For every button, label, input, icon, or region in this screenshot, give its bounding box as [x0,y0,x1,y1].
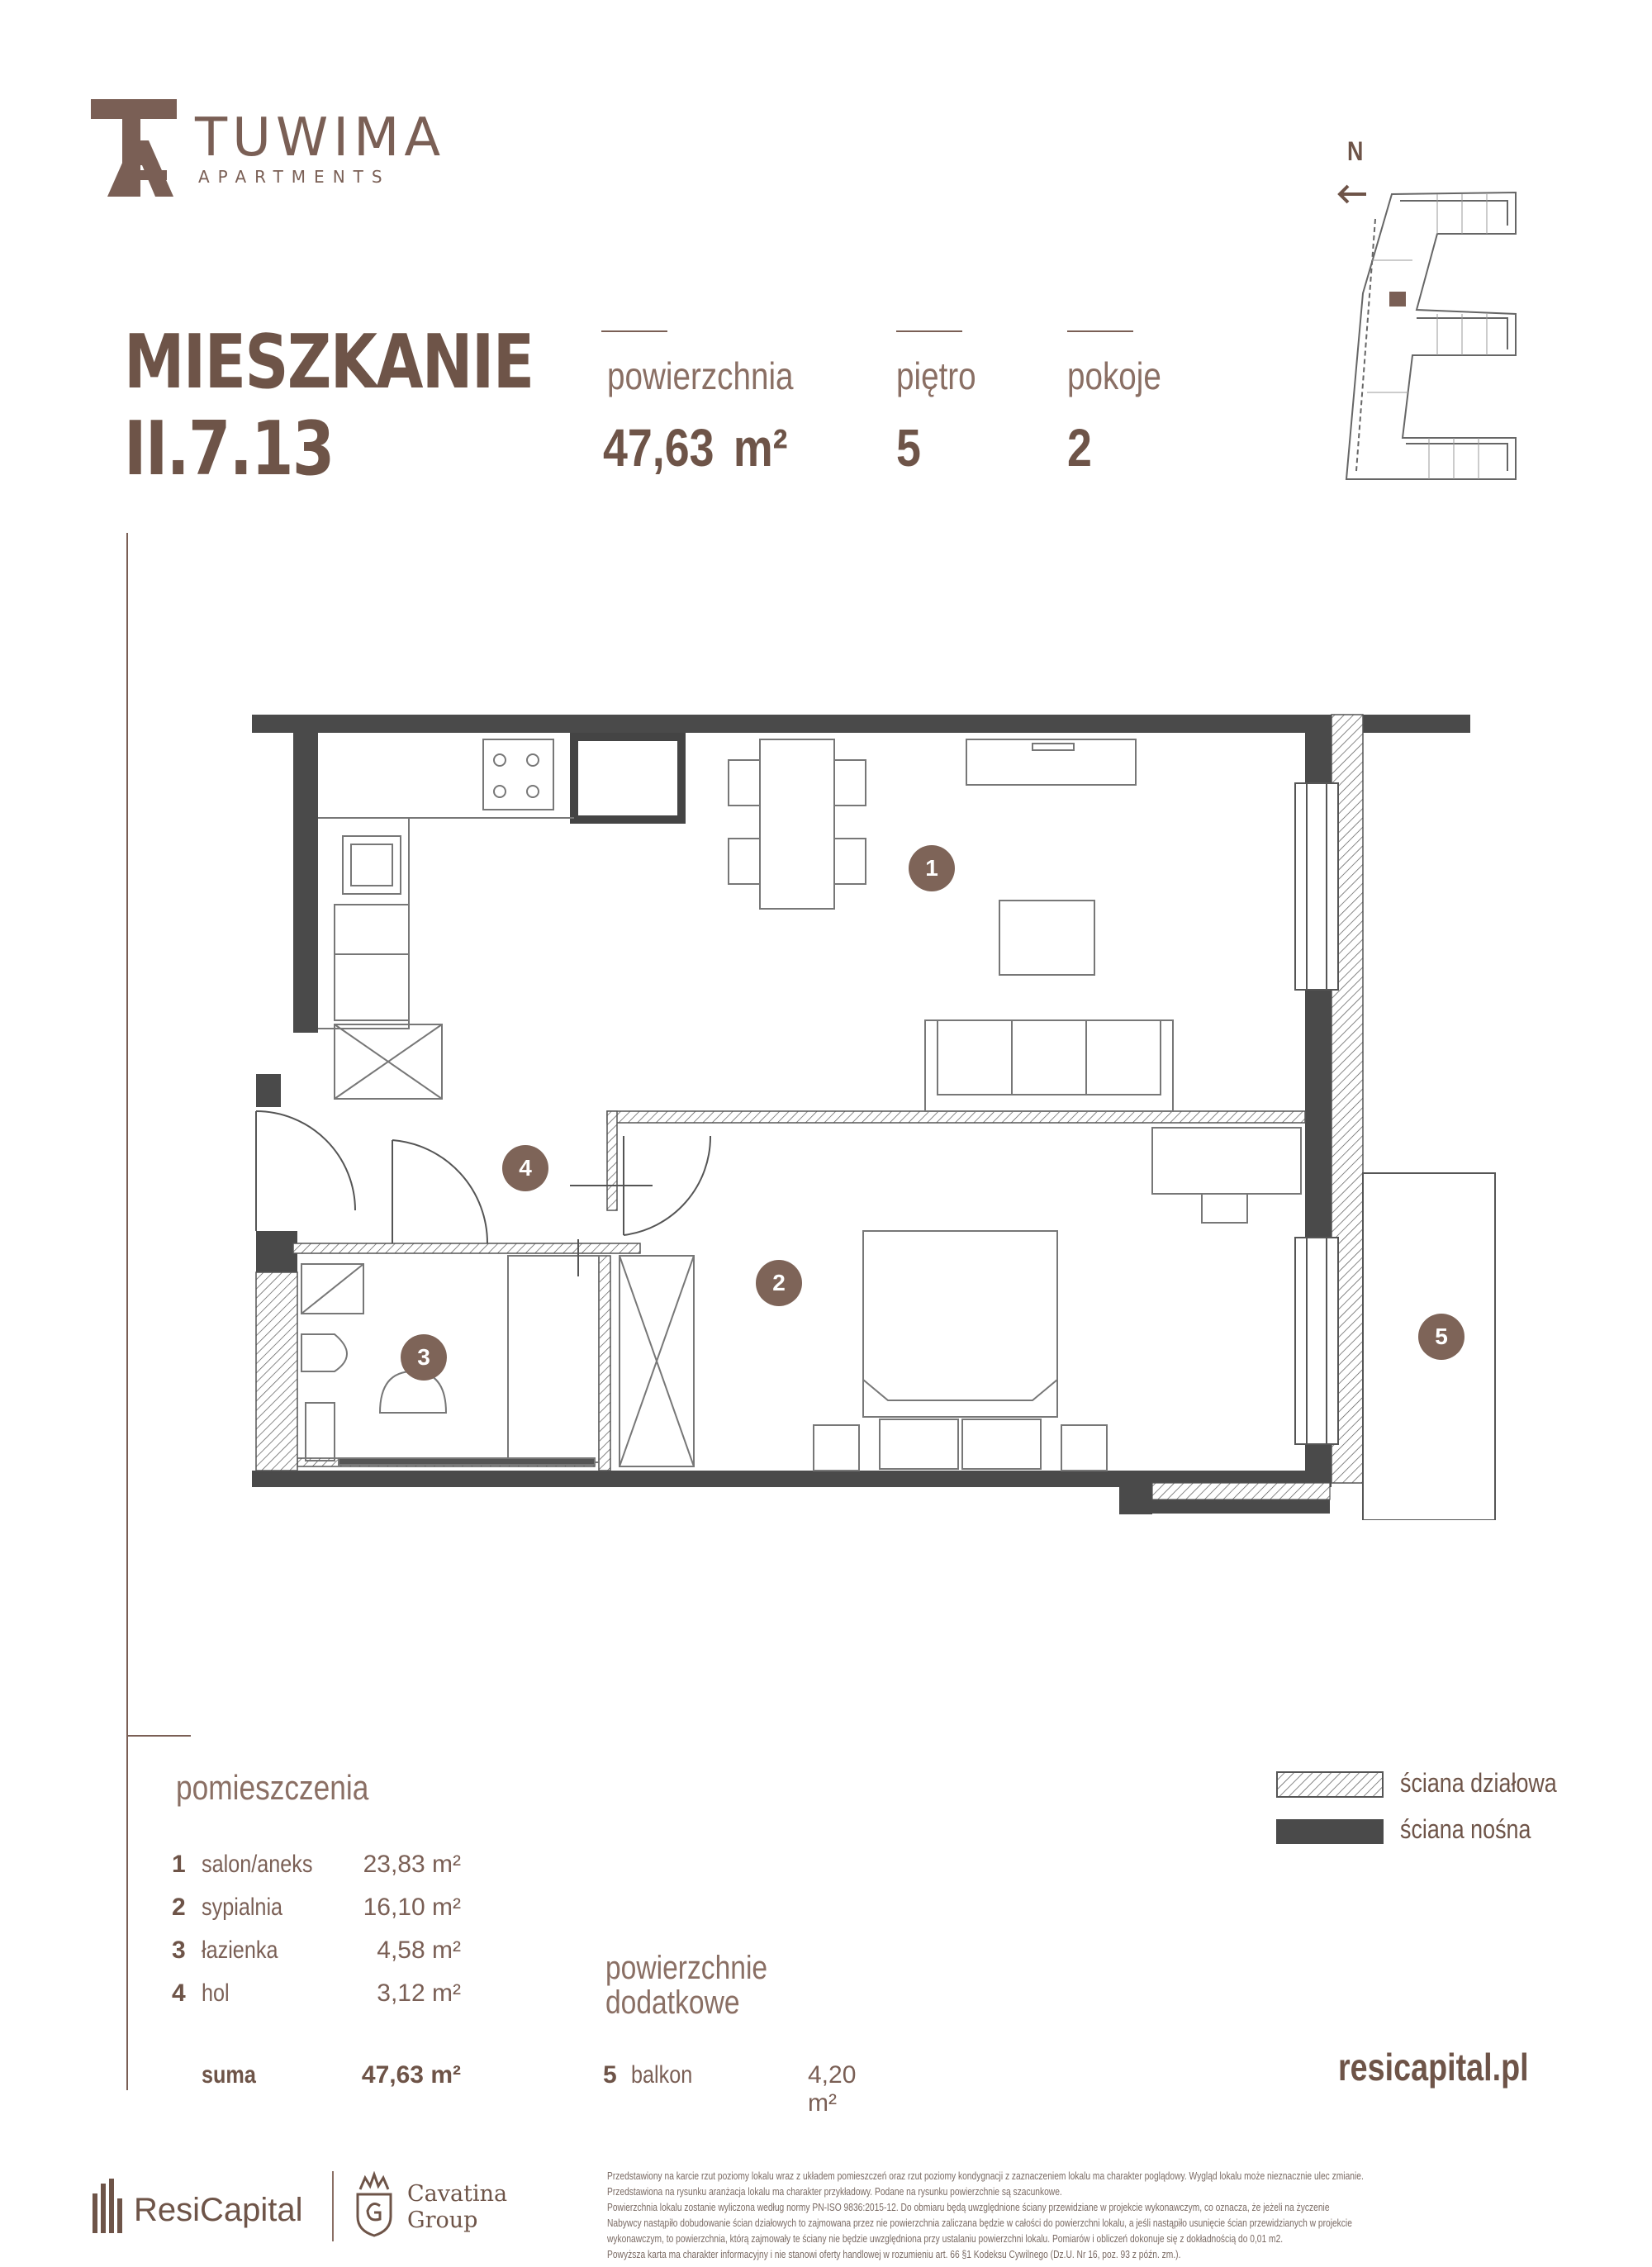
stat-rooms-label: pokoje [1067,354,1161,397]
room-badge-4 [502,1145,548,1191]
room-num: 1 [172,1851,186,1878]
room-badge-label: 1 [925,855,938,881]
sum-value: 47,63 m² [361,2061,461,2089]
stat-floor-label: piętro [896,354,976,397]
room-area: 3,12 m² [377,1979,461,2007]
resicapital-mark-icon [91,2177,124,2235]
room-area: 4,58 m² [377,1937,461,1964]
footer-divider [332,2171,334,2241]
room-name: hol [202,1979,230,2007]
resicapital-logo [91,2177,314,2235]
room-name: sypialnia [202,1894,283,1921]
disclaimer-line: Przedstawiony na karcie rzut poziomy lokalu wraz z układem pomieszczeń oraz rzut poziomy kondygnacji z zaznaczeniem lokalu ma charakter poglądowy. Wygląd lokalu może nieznacznie ulec zmianie. [607,2170,1364,2182]
solid-wall-swatch [1276,1819,1384,1844]
tuwima-logo [91,99,446,198]
rooms-sum [172,2061,461,2094]
brand-name: TUWIMA [195,107,446,169]
cavatina-logo [354,2171,527,2246]
room-badge-1 [909,845,955,891]
stat-divider [896,330,962,332]
apartment-number: II.7.13 [124,406,334,492]
resicapital-text: ResiCapital [134,2192,303,2228]
left-rule-bottom [126,1735,128,2090]
cavatina-text-2: Group [407,2208,478,2233]
legend [1276,1768,1607,1859]
room-num: 3 [172,1937,186,1964]
list-item [172,1851,461,1894]
room-badge-label: 3 [417,1344,430,1370]
room-badge-3 [401,1334,447,1381]
rooms-list [172,1851,461,2022]
room-name: łazienka [202,1937,278,1964]
floor-plan [140,694,1512,1520]
extra-num: 5 [603,2061,617,2089]
room-badge-label: 2 [772,1270,786,1295]
stat-area-value [603,417,788,478]
disclaimer-line: Powyższa karta ma charakter informacyjny i nie stanowi oferty handlowej w rozumieniu art. 66 §1 Kodeksu Cywilnego (Dz.U. Nr 16, poz. 93 z późn. zm.). [607,2249,1181,2260]
apartment-heading: MIESZKANIE [124,319,534,406]
extra-item [603,2061,884,2117]
sum-label: suma [202,2061,256,2089]
room-name: salon/aneks [202,1851,313,1878]
stat-divider [1067,330,1133,332]
extra-name: balkon [631,2061,693,2089]
brand-subtitle: APARTMENTS [198,167,391,187]
disclaimer-line: Nabywcy nastąpiło dobudowanie ścian działowych to zajmowana przez nie powierzchnia zaliczana będzie w całości do powierzchni lokalu, a jeśli nastąpiło usunięcie ścian przewidzianych w projekcie [607,2217,1352,2229]
room-area: 16,10 m² [363,1894,461,1921]
rooms-title: pomieszczenia [176,1768,369,1807]
stat-area-label: powierzchnia [607,354,794,397]
room-num: 4 [172,1979,186,2007]
disclaimer-line: Przedstawiona na rysunku aranżacja lokalu ma charakter przykładowy. Podane na rysunku powierzchnie są szacunkowe. [607,2186,1062,2198]
list-item [172,1937,461,1979]
list-item [172,1979,461,2022]
stat-floor-value: 5 [896,418,921,478]
room-badge-2 [756,1260,802,1306]
building-keyplan [1338,186,1528,483]
stat-area-number: 47,63 [603,418,714,478]
extra-area: 4,20 m² [808,2061,857,2117]
room-area: 23,83 m² [363,1851,461,1878]
extra-title-2: dodatkowe [605,1984,740,2021]
stat-divider [601,330,667,332]
legend-loadbearing-label: ściana nośna [1400,1814,1531,1844]
room-badge-label: 4 [519,1155,532,1181]
room-num: 2 [172,1894,186,1921]
list-item [172,1894,461,1937]
apartment-location-marker [1389,292,1406,307]
stat-area-unit: m² [733,418,788,478]
left-rule-top [126,533,128,1735]
website[interactable]: resicapital.pl [1338,2046,1529,2089]
disclaimer-line: wykonawczym, to powierzchnia, którą zajmowały te ściany nie będzie uwzględniona przy ustalaniu powierzchni lokalu. Pomiarów i obliczeń dokonuje się z dokładnością do 0,01 m2. [607,2233,1284,2245]
legend-partition-label: ściana działowa [1400,1768,1557,1798]
disclaimer [607,2169,1549,2263]
compass-label: N [1347,136,1364,166]
extra-title-1: powierzchnie [605,1950,768,1986]
disclaimer-line: Powierzchnia lokalu zostanie wyliczona według normy PN-ISO 9836:2015-12. Do obmiaru będą uwzględnione ściany przewidziane w projekcie wykonawczym, co oznacza, że jeżeli na życzenie [607,2202,1330,2213]
room-badge-5 [1418,1314,1464,1360]
left-rule-tick [126,1735,191,1737]
room-badge-label: 5 [1435,1324,1448,1349]
cavatina-text-1: Cavatina [407,2181,508,2207]
hatched-wall-swatch [1276,1771,1384,1798]
stat-rooms-value: 2 [1067,418,1092,478]
tuwima-logo-mark-icon [91,99,182,198]
crown-shield-icon [354,2171,395,2237]
